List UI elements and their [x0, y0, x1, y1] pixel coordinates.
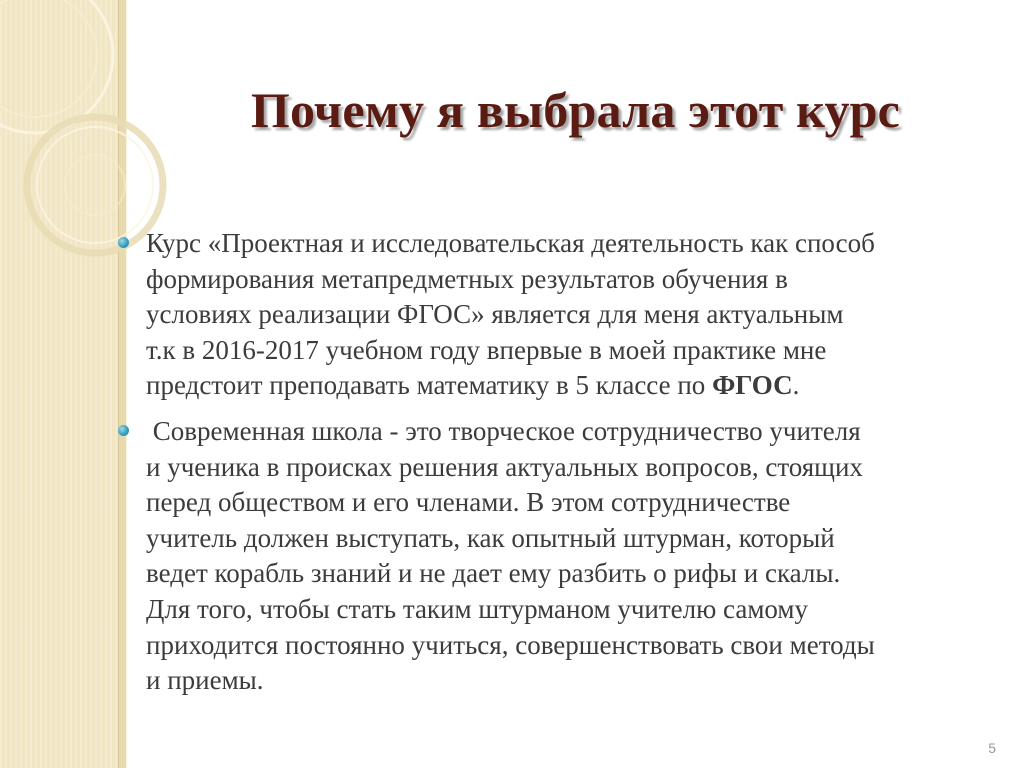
bullet-dot-icon — [118, 237, 129, 248]
bullet-line: приходится постоянно учиться, совершенствовать свои методы — [146, 629, 875, 660]
page-number: 5 — [988, 740, 996, 756]
bullet-line: и ученика в происках решения актуальных вопросов, стоящих — [146, 451, 863, 482]
bullet-line: Курс «Проектная и исследовательская деятельность как способ — [146, 228, 875, 258]
bullet-item — [118, 414, 998, 699]
bullet-line: формирования метапредметных результатов обучения в — [146, 263, 788, 294]
bullet-line: учитель должен выступать, как опытный штурман, который — [146, 522, 835, 553]
bullet-line: т.к в 2016-2017 учебном году впервые в моей практике мне — [146, 334, 827, 365]
bullet-line-emphasis: ФГОС — [712, 370, 793, 401]
bullet-line: условиях реализации ФГОС» является для меня актуальным — [146, 299, 844, 330]
bullet-line-text: предстоит преподавать математику в 5 классе по — [146, 370, 713, 401]
slide-title: Почему я выбрала этот курс — [250, 82, 901, 138]
bullet-line: Современная школа - это творческое сотрудничество учителя — [146, 415, 861, 446]
bullet-item — [118, 226, 998, 404]
bullet-dot-icon — [118, 425, 129, 436]
bullet-line-text: . — [792, 370, 800, 401]
slide-content — [118, 226, 998, 709]
bullet-line: ведет корабль знаний и не дает ему разбить о рифы и скалы. — [146, 558, 841, 589]
bullet-line: и приемы. — [146, 665, 264, 696]
bullet-line: перед обществом и его членами. В этом сотрудничестве — [146, 487, 791, 518]
bullet-line-last — [146, 368, 998, 404]
bullet-line: Для того, чтобы стать таким штурманом учителю самому — [146, 593, 808, 624]
